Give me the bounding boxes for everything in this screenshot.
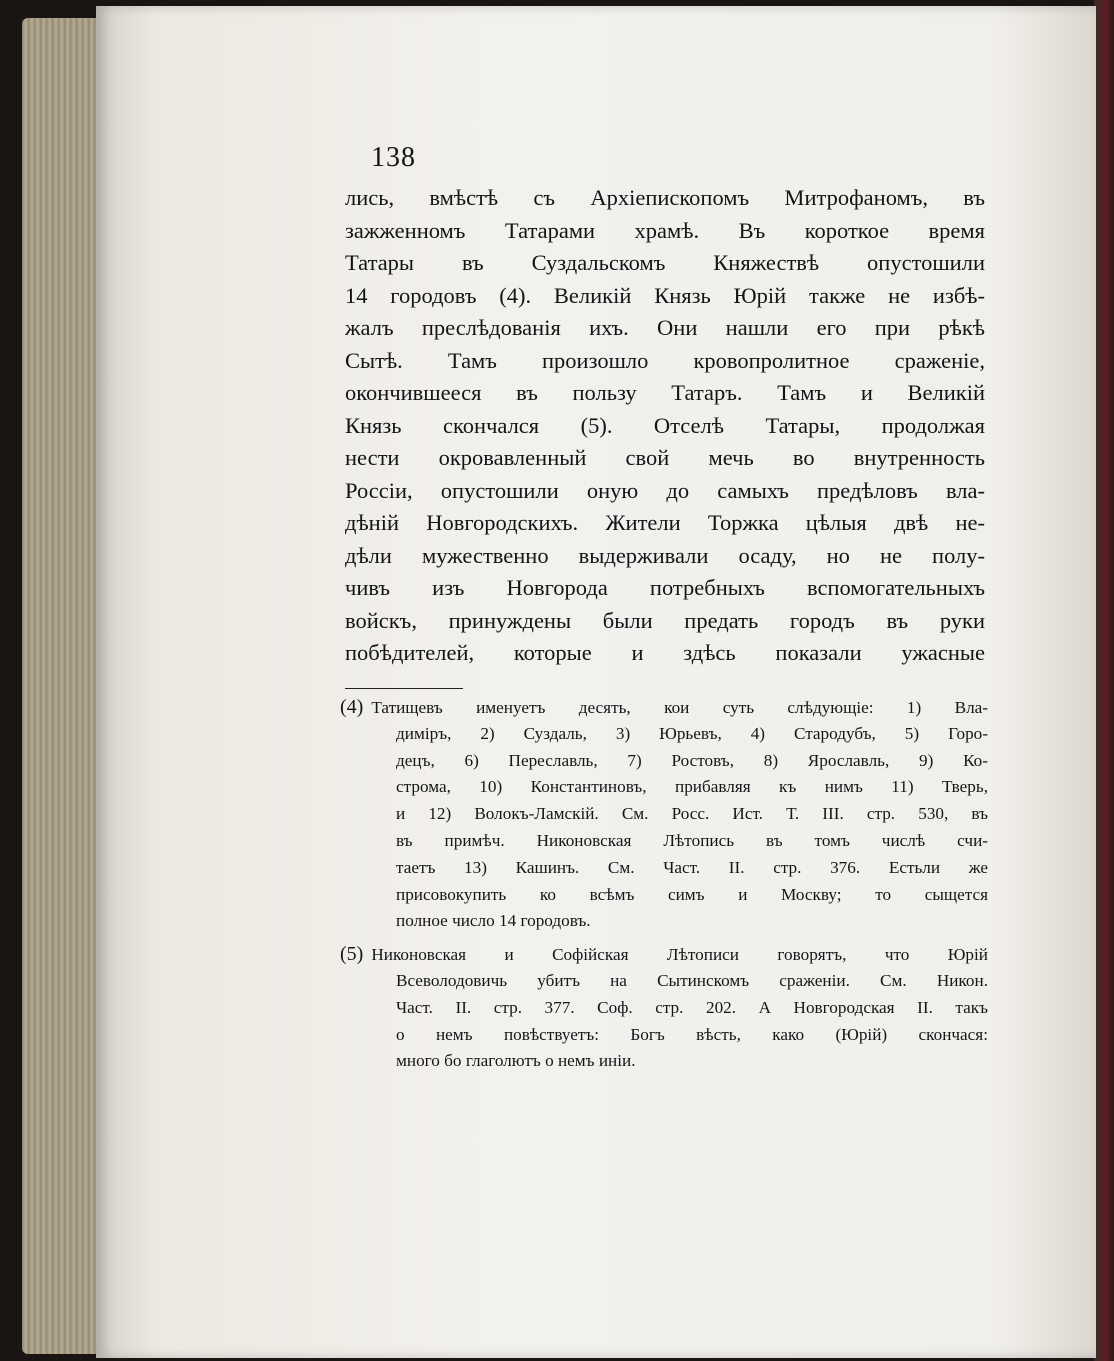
footnote-text: Татищевъ именуетъ десять, кои суть слѣдующіе: 1) Вла- — [371, 698, 988, 717]
body-line: Россіи, опустошили оную до самыхъ предѣловъ вла- — [345, 477, 985, 503]
facing-page-edge — [1094, 0, 1114, 1361]
body-line: окончившееся въ пользу Татаръ. Тамъ и Великій — [345, 380, 985, 405]
footnote-line: строма, 10) Константиновъ, прибавляя къ нимъ 11) Тверь, — [396, 777, 988, 797]
body-line: Князь скончался (5). Отселѣ Татары, продолжая — [345, 412, 985, 438]
body-line: жалъ преслѣдованія ихъ. Они нашли его при рѣкѣ — [345, 315, 985, 340]
footnote-marker: (4) — [340, 696, 364, 718]
footnote-line: много бо глаголютъ о немъ иніи. — [396, 1051, 636, 1071]
footnote-line: Всеволодовичь убитъ на Сытинскомъ сраженіи. См. Никон. — [396, 970, 988, 990]
page-number: 138 — [371, 142, 416, 173]
footnote-line — [340, 941, 988, 968]
footnote-line: полное число 14 городовъ. — [396, 911, 591, 931]
body-line: лись, вмѣстѣ съ Архіепископомъ Митрофаномъ, въ — [345, 185, 985, 210]
footnote-line: о немъ повѣствуетъ: Богъ вѣсть, како (Юрій) скончася: — [396, 1024, 988, 1044]
body-line: дѣній Новгородскихъ. Жители Торжка цѣлыя двѣ не- — [345, 510, 985, 535]
footnotes — [340, 694, 988, 1081]
footnote-line: присовокупить ко всѣмъ симъ и Москву; то сыщется — [396, 884, 988, 904]
footnote-line: децъ, 6) Переславль, 7) Ростовъ, 8) Ярославль, 9) Ко- — [396, 750, 988, 770]
body-line: Татары въ Суздальскомъ Княжествѣ опустошили — [345, 250, 985, 275]
body-line: дѣли мужественно выдерживали осаду, но не полу- — [345, 542, 985, 568]
footnote-line: въ примѣч. Никоновская Лѣтопись въ томъ числѣ счи- — [396, 830, 988, 850]
footnote-marker: (5) — [340, 943, 364, 966]
footnote-line: Част. II. стр. 377. Соф. стр. 202. А Новгородская II. такъ — [396, 997, 988, 1017]
body-line: чивъ изъ Новгорода потребныхъ вспомогательныхъ — [345, 575, 985, 600]
footnote-line — [340, 694, 988, 721]
footnote-5 — [340, 941, 988, 1075]
body-line: войскъ, принуждены были предать городъ въ руки — [345, 607, 985, 633]
footnote-rule — [345, 688, 463, 689]
body-line: нести окровавленный свой мечь во внутренность — [345, 445, 985, 470]
body-line: побѣдителей, которые и здѣсь показали ужасные — [345, 640, 985, 665]
footnote-line: таетъ 13) Кашинъ. См. Част. II. стр. 376. Естьли же — [396, 857, 988, 877]
footnote-4 — [340, 694, 988, 935]
body-text — [345, 182, 985, 670]
body-line: Сытѣ. Тамъ произошло кровопролитное сраженіе, — [345, 347, 985, 373]
footnote-line: и 12) Волокъ-Ламскій. См. Росс. Ист. Т. III. стр. 530, въ — [396, 804, 988, 824]
body-line: 14 городовъ (4). Великій Князь Юрій также не избѣ- — [345, 282, 985, 308]
footnote-text: Никоновская и Софійская Лѣтописи говорятъ, что Юрій — [371, 945, 988, 965]
body-line: зажженномъ Татарами храмѣ. Въ короткое время — [345, 217, 985, 243]
footnote-line: диміръ, 2) Суздаль, 3) Юрьевъ, 4) Стародубъ, 5) Горо- — [396, 723, 988, 743]
